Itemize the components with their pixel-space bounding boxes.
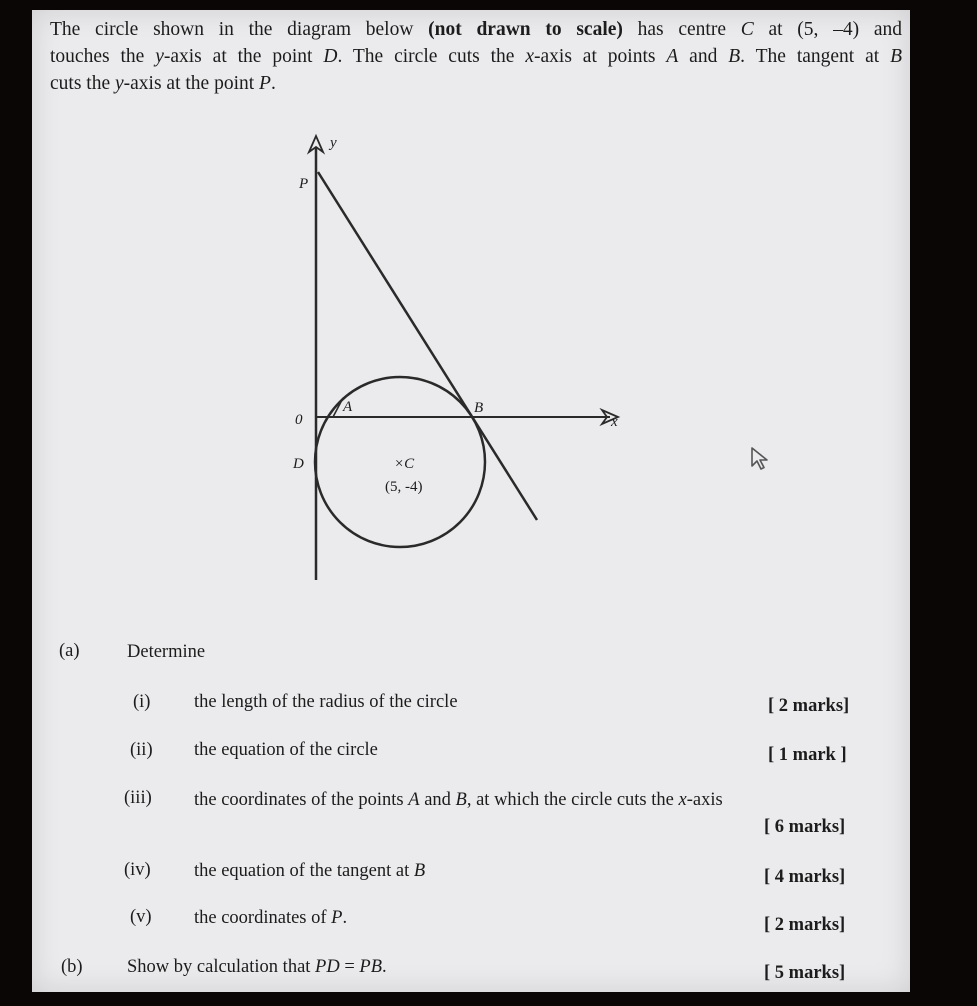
item-v-number: (v)	[130, 907, 152, 927]
item-v-text: the coordinates of P.	[194, 908, 348, 928]
intro-line-1: The circle shown in the diagram below (not drawn to scale) has centre C at (5, –4) and	[50, 19, 902, 40]
item-i-text: the length of the radius of the circle	[194, 692, 458, 712]
item-iii-text: the coordinates of the points A and B, at which the circle cuts the x-axis	[194, 790, 723, 810]
item-iv-text: the equation of the tangent at B	[194, 861, 426, 881]
label-centre-coords: (5, -4)	[385, 479, 423, 495]
item-iii-marks: [ 6 marks]	[764, 817, 846, 837]
item-iv-number: (iv)	[124, 860, 151, 880]
label-B: B	[474, 400, 484, 416]
part-b-label: (b)	[61, 957, 83, 977]
label-origin: 0	[295, 412, 303, 428]
label-D: D	[293, 456, 304, 472]
item-ii-number: (ii)	[130, 740, 153, 760]
item-iv-marks: [ 4 marks]	[764, 867, 846, 887]
label-A: A	[343, 399, 353, 415]
label-x: x	[611, 414, 618, 430]
item-v-marks: [ 2 marks]	[764, 915, 846, 935]
label-y: y	[330, 135, 337, 151]
tangent-line	[318, 172, 537, 520]
part-a-heading: Determine	[127, 642, 206, 662]
item-i-number: (i)	[133, 692, 151, 712]
item-ii-text: the equation of the circle	[194, 740, 378, 760]
label-centre-C: ×C	[394, 456, 415, 472]
mouse-pointer-icon	[750, 446, 774, 477]
item-iii-number: (iii)	[124, 788, 152, 808]
intro-line-3: cuts the y-axis at the point P.	[50, 73, 276, 94]
intro-line-2: touches the y-axis at the point D. The circle cuts the x-axis at points A and B. The tangent at B	[50, 46, 903, 67]
item-i-marks: [ 2 marks]	[768, 696, 850, 716]
part-a-label: (a)	[59, 641, 80, 661]
not-to-scale-note: (not drawn to scale)	[428, 19, 623, 40]
label-P: P	[299, 176, 309, 192]
item-ii-marks: [ 1 mark ]	[768, 745, 847, 765]
part-b-marks: [ 5 marks]	[764, 963, 846, 983]
part-b-text: Show by calculation that PD = PB.	[127, 957, 387, 977]
